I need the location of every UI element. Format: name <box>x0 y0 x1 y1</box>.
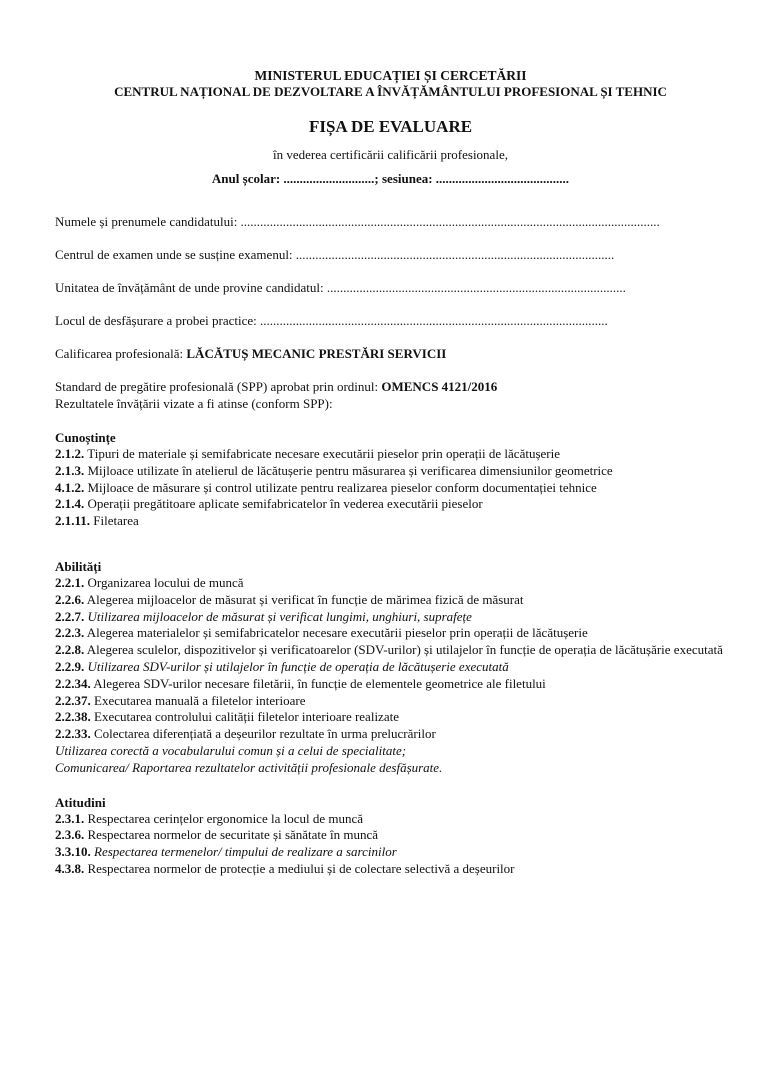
standard-label: Standard de pregătire profesională (SPP) aprobat prin ordinul: <box>55 379 382 394</box>
document-subtitle: în vederea certificării calificării profesionale, <box>273 147 508 162</box>
list-item: 3.3.10. Respectarea termenelor/ timpului de realizare a sarcinilor <box>55 844 397 860</box>
standard-value: OMENCS 4121/2016 <box>381 379 498 394</box>
candidate-name-field: Numele și prenumele candidatului: ................................................................................................................................. <box>55 214 660 229</box>
list-item: 2.2.34. Alegerea SDV-urilor necesare filetării, în funcție de elementele geometrice ale filetului <box>55 675 546 691</box>
list-item: 2.2.1. Organizarea locului de muncă <box>55 574 244 590</box>
header <box>55 68 726 100</box>
list-item: 2.1.3. Mijloace utilizate în atelierul de lăcătușerie pentru măsurarea și verificarea dimensiunilor geometrice <box>55 462 613 478</box>
qualification-line <box>55 345 726 362</box>
learning-results-line: Rezultatele învățării vizate a fi atinse (conform SPP): <box>55 396 333 411</box>
skills-section <box>55 558 726 777</box>
list-item: 2.2.38. Executarea controlului calității filetelor interioare realizate <box>55 709 399 725</box>
list-item: 2.2.37. Executarea manuală a filetelor interioare <box>55 692 306 708</box>
center-name: CENTRUL NAȚIONAL DE DEZVOLTARE A ÎNVĂȚĂMÂNTULUI PROFESIONAL ȘI TEHNIC <box>114 84 667 99</box>
knowledge-title: Cunoștințe <box>55 430 116 445</box>
list-item: 2.2.8. Alegerea sculelor, dispozitivelor și verificatoarelor (SDV-urilor) și utilajelor în funcție de operația de lăcătușărie executată <box>55 642 723 658</box>
list-item: 2.3.6. Respectarea normelor de securitate și sănătate în muncă <box>55 827 379 843</box>
document-page <box>0 68 768 1092</box>
exam-center-field: Centrul de examen unde se susține examenul: .................................................................................................. <box>55 247 615 262</box>
list-item: 2.1.2. Tipuri de materiale și semifabricate necesare executării pieselor prin operații de lăcătușerie <box>55 446 560 461</box>
list-item: 2.2.9. Utilizarea SDV-urilor și utilajelor în funcție de operația de lăcătușerie executată <box>55 658 509 674</box>
list-item: 2.3.1. Respectarea cerințelor ergonomice la locul de muncă <box>55 810 364 826</box>
list-item: 2.2.7. Utilizarea mijloacelor de măsurat și verificat lungimi, unghiuri, suprafețe <box>55 608 472 624</box>
document-title: FIȘA DE EVALUARE <box>308 117 473 136</box>
practical-test-location-field: Locul de desfășurare a probei practice: ........................................................................................................... <box>55 313 608 328</box>
list-item: 2.1.4. Operații pregătitoare aplicate semifabricatelor în vederea executării pieselor <box>55 496 483 512</box>
list-item: 4.1.2. Mijloace de măsurare și control utilizate pentru realizarea pieselor conform documentației tehnice <box>55 479 597 495</box>
ministry-name: MINISTERUL EDUCAȚIEI ȘI CERCETĂRII <box>254 68 527 83</box>
attitudes-section <box>55 794 726 878</box>
attitudes-title: Atitudini <box>55 794 106 810</box>
list-item: 2.2.6. Alegerea mijloacelor de măsurat și verificat în funcție de mărimea fizică de măsurat <box>55 591 524 607</box>
list-item: 4.3.8. Respectarea normelor de protecție a mediului și de colectare selectivă a deșeurilor <box>55 860 515 876</box>
standard-line <box>55 378 726 395</box>
skills-title: Abilități <box>55 558 102 574</box>
school-unit-field: Unitatea de învățământ de unde provine candidatul: ............................................................................................ <box>55 280 626 295</box>
qualification-value: LĂCĂTUȘ MECANIC PRESTĂRI SERVICII <box>186 346 447 361</box>
vocabulary-usage-item: Utilizarea corectă a vocabularului comun și a celui de specialitate; <box>55 742 407 758</box>
standard-block <box>55 378 726 412</box>
knowledge-section <box>55 429 726 530</box>
list-item: 2.1.11. Filetarea <box>55 513 139 529</box>
list-item: 2.2.3. Alegerea materialelor și semifabricatelor necesare executării pieselor prin operații de lăcătușerie <box>55 625 588 641</box>
school-year-session: Anul școlar: ............................; sesiunea: ......................................... <box>211 171 570 186</box>
qualification-label: Calificarea profesională: <box>55 346 187 361</box>
communication-reporting-item: Comunicarea/ Raportarea rezultatelor activității profesionale desfășurate. <box>55 759 443 775</box>
list-item: 2.2.33. Colectarea diferențiată a deșeurilor rezultate în urma prelucrărilor <box>55 726 436 742</box>
